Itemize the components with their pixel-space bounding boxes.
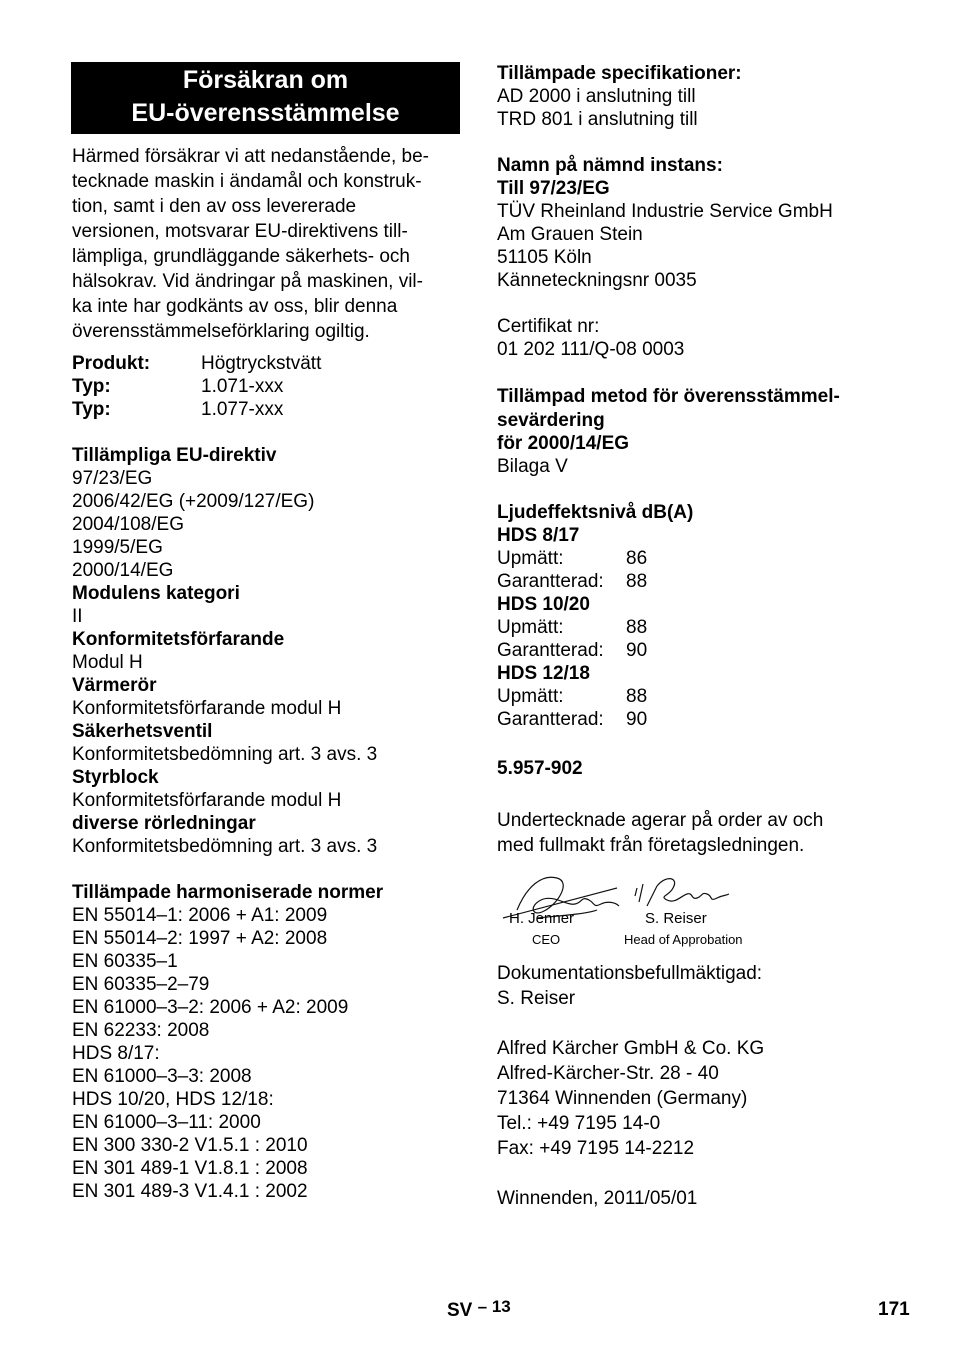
sound-model-block — [497, 593, 897, 662]
control-value: Konformitetsförfarande modul H — [72, 790, 342, 811]
norm-item: HDS 10/20, HDS 12/18: — [72, 1089, 274, 1110]
conformity-value: Modul H — [72, 652, 143, 673]
guaranteed-label: Garantterad: — [497, 640, 604, 661]
signature-block — [497, 866, 897, 961]
product-row — [72, 352, 460, 375]
norm-item: HDS 8/17: — [72, 1043, 160, 1064]
directives-heading: Tillämpliga EU-direktiv — [72, 445, 277, 466]
sound-measured-row — [497, 547, 897, 570]
document-number: 5.957-902 — [497, 758, 583, 779]
spec-item: AD 2000 i anslutning till — [497, 86, 696, 107]
signing-line: med fullmakt från företagsledningen. — [497, 835, 805, 856]
measured-label: Upmätt: — [497, 548, 564, 569]
company-line: Alfred-Kärcher-Str. 28 - 40 — [497, 1063, 719, 1084]
signer-name: H. Jenner — [509, 910, 575, 927]
directive-item: 2000/14/EG — [72, 560, 174, 581]
type-label: Typ: — [72, 376, 111, 397]
sound-heading: Ljudeffektsnivå dB(A) — [497, 502, 694, 523]
module-value: II — [72, 606, 83, 627]
intro-line: hälsokrav. Vid ändringar på maskinen, vil- — [72, 271, 423, 292]
module-heading: Modulens kategori — [72, 583, 240, 604]
sound-model-block — [497, 662, 897, 731]
notified-body-subheading: Till 97/23/EG — [497, 178, 610, 199]
footer-lang-code: SV — [447, 1300, 473, 1321]
title-line-1: Försäkran om — [182, 66, 349, 94]
pipes-value: Konformitetsbedömning art. 3 avs. 3 — [72, 836, 378, 857]
intro-paragraph — [72, 144, 460, 344]
notified-body-line: TÜV Rheinland Industrie Service GmbH — [497, 201, 833, 222]
measured-label: Upmätt: — [497, 686, 564, 707]
signer-role: Head of Approbation — [624, 932, 743, 947]
sound-model-name: HDS 10/20 — [497, 594, 590, 615]
guaranteed-label: Garantterad: — [497, 571, 604, 592]
valve-value: Konformitetsbedömning art. 3 avs. 3 — [72, 744, 378, 765]
company-line: Fax: +49 7195 14-2212 — [497, 1138, 695, 1159]
intro-line: överensstämmelseförklaring ogiltig. — [72, 321, 370, 342]
sound-guaranteed-row — [497, 639, 897, 662]
sound-model-name: HDS 12/18 — [497, 663, 590, 684]
assessment-heading: sevärdering — [497, 410, 605, 431]
norm-item: EN 60335–2–79 — [72, 974, 210, 995]
certificate-label: Certifikat nr: — [497, 316, 600, 337]
company-line: 71364 Winnenden (Germany) — [497, 1088, 748, 1109]
signing-line: Undertecknade agerar på order av och — [497, 810, 824, 831]
notified-body-line: Am Grauen Stein — [497, 224, 643, 245]
signer-name: S. Reiser — [645, 910, 707, 927]
norm-item: EN 62233: 2008 — [72, 1020, 210, 1041]
sound-measured-row — [497, 616, 897, 639]
intro-line: lämpliga, grundläggande säkerhets- och — [72, 246, 410, 267]
type-row — [72, 375, 460, 398]
norm-item: EN 55014–2: 1997 + A2: 2008 — [72, 928, 328, 949]
conformity-heading: Konformitetsförfarande — [72, 629, 285, 650]
notified-body-heading: Namn på nämnd instans: — [497, 155, 723, 176]
sound-guaranteed-row — [497, 708, 897, 731]
product-label: Produkt: — [72, 353, 151, 374]
footer-local-page: – 13 — [477, 1297, 511, 1316]
documentation-label: Dokumentationsbefullmäktigad: — [497, 963, 763, 984]
heater-heading: Värmerör — [72, 675, 157, 696]
sound-model-name: HDS 8/17 — [497, 525, 580, 546]
norm-item: EN 61000–3–2: 2006 + A2: 2009 — [72, 997, 349, 1018]
sound-guaranteed-row — [497, 570, 897, 593]
norm-item: EN 301 489-3 V1.4.1 : 2002 — [72, 1181, 308, 1202]
pipes-heading: diverse rörledningar — [72, 813, 256, 834]
measured-value: 88 — [626, 686, 648, 707]
title-line-2: EU-överensstämmelse — [131, 99, 400, 127]
place-date-block — [497, 1186, 897, 1211]
product-table — [72, 352, 460, 421]
control-heading: Styrblock — [72, 767, 159, 788]
directive-item: 1999/5/EG — [72, 537, 163, 558]
spec-item: TRD 801 i anslutning till — [497, 109, 698, 130]
documentation-name: S. Reiser — [497, 988, 576, 1009]
norm-item: EN 301 489-1 V1.8.1 : 2008 — [72, 1158, 308, 1179]
assessment-heading: för 2000/14/EG — [497, 433, 630, 454]
norm-item: EN 61000–3–3: 2008 — [72, 1066, 252, 1087]
signer-role: CEO — [532, 932, 561, 947]
norm-item: EN 55014–1: 2006 + A1: 2009 — [72, 905, 328, 926]
assessment-value: Bilaga V — [497, 456, 568, 477]
measured-value: 88 — [626, 617, 648, 638]
measured-value: 86 — [626, 548, 648, 569]
company-line: Alfred Kärcher GmbH & Co. KG — [497, 1038, 765, 1059]
guaranteed-label: Garantterad: — [497, 709, 604, 730]
sound-model-block — [497, 524, 897, 593]
company-address — [497, 1036, 897, 1161]
specs-heading: Tillämpade specifikationer: — [497, 63, 742, 84]
place-date: Winnenden, 2011/05/01 — [497, 1188, 698, 1209]
notified-body-line: 51105 Köln — [497, 247, 592, 268]
norms-heading: Tillämpade harmoniserade normer — [72, 882, 384, 903]
directive-item: 97/23/EG — [72, 468, 153, 489]
certificate-value: 01 202 111/Q-08 0003 — [497, 339, 685, 360]
directive-item: 2006/42/EG (+2009/127/EG) — [72, 491, 315, 512]
product-value: Högtryckstvätt — [201, 353, 322, 374]
intro-line: versionen, motsvarar EU-direktivens till- — [72, 221, 408, 242]
heater-value: Konformitetsförfarande modul H — [72, 698, 342, 719]
footer-page-number: 171 — [878, 1299, 910, 1320]
type-label: Typ: — [72, 399, 111, 420]
norm-item: EN 61000–3–11: 2000 — [72, 1112, 261, 1133]
documentation-block — [497, 961, 897, 1011]
guaranteed-value: 88 — [626, 571, 648, 592]
page-title — [71, 62, 460, 134]
valve-heading: Säkerhetsventil — [72, 721, 213, 742]
measured-label: Upmätt: — [497, 617, 564, 638]
intro-line: Härmed försäkrar vi att nedanstående, be- — [72, 146, 429, 167]
type-row — [72, 398, 460, 421]
left-column — [72, 62, 460, 1203]
type-value: 1.077-xxx — [201, 399, 284, 420]
signing-text — [497, 808, 897, 858]
right-column — [497, 62, 897, 1211]
intro-line: ka inte har godkänts av oss, blir denna — [72, 296, 398, 317]
footer-language — [447, 1297, 511, 1322]
guaranteed-value: 90 — [626, 709, 648, 730]
notified-body-line: Känneteckningsnr 0035 — [497, 270, 697, 291]
sound-measured-row — [497, 685, 897, 708]
norm-item: EN 60335–1 — [72, 951, 178, 972]
norm-item: EN 300 330-2 V1.5.1 : 2010 — [72, 1135, 308, 1156]
company-line: Tel.: +49 7195 14-0 — [497, 1113, 661, 1134]
type-value: 1.071-xxx — [201, 376, 284, 397]
guaranteed-value: 90 — [626, 640, 648, 661]
directive-item: 2004/108/EG — [72, 514, 184, 535]
assessment-heading: Tillämpad metod för överensstämmel- — [497, 386, 840, 407]
intro-line: tion, samt i den av oss levererade — [72, 196, 357, 217]
intro-line: tecknade maskin i ändamål och konstruk- — [72, 171, 422, 192]
